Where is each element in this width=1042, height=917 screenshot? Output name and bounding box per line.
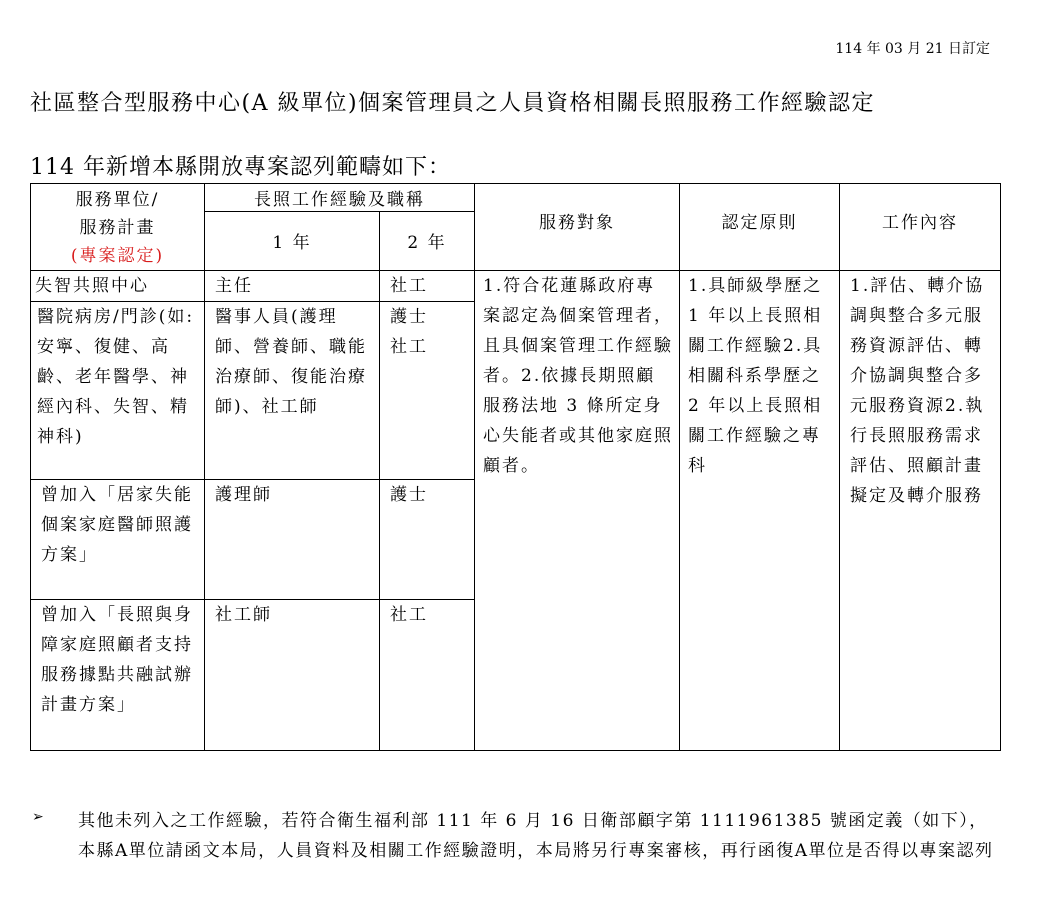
arrow-bullet-icon: ➢ [32,809,46,825]
document-title: 社區整合型服務中心(A 級單位)個案管理員之人員資格相關長照服務工作經驗認定 [30,91,876,116]
table-row [31,271,1001,302]
footnote [32,806,994,866]
work-content-text: 1.評估、轉介協調與整合多元服務資源評估、轉介協調與整合多元服務資源2.執行長照服務需求評估、照顧計畫擬定及轉介服務 [850,276,985,506]
principle-text: 1.具師級學歷之 1 年以上長照相關工作經驗2.具相關科系學歷之 2 年以上長照相關工作經驗之專科 [688,276,823,476]
header-unit-line2: 服務計畫 [79,218,156,238]
year1-cell: 主任 [215,276,253,296]
header-experience: 長照工作經驗及職稱 [205,184,475,212]
year1-cell: 護理師 [215,485,272,505]
year2-cell: 社工 [390,276,428,296]
unit-cell: 曾加入「長照與身障家庭照顧者支持服務據點共融試辦計畫方案」 [41,605,193,715]
unit-cell: 失智共照中心 [35,276,149,296]
footnote-text: 其他未列入之工作經驗，若符合衛生福利部 111 年 6 月 16 日衛部顧字第 1111961385 號函定義（如下），本縣A單位請函文本局，人員資料及相關工作經驗證明，本局將另行專案審核，再行函復A單位是否得以專案認列 [78,811,994,861]
year1-cell: 醫事人員(護理師、營養師、職能治療師、復能治療師)、社工師 [215,307,367,417]
year2-cell-line1: 護士 [390,307,428,327]
header-service-target: 服務對象 [475,184,680,271]
header-principle: 認定原則 [680,184,840,271]
year2-cell: 護士 [390,485,428,505]
header-unit-note: (專案認定) [70,246,165,266]
revised-date: 114 年 03 月 21 日訂定 [835,41,990,57]
service-target-text: 1.符合花蓮縣政府專案認定為個案管理者，且具個案管理工作經驗者。2.依據長期照顧服務法地 3 條所定身心失能者或其他家庭照顧者。 [483,276,673,476]
header-year1: 1 年 [205,211,380,270]
unit-cell: 醫院病房/門診(如:安寧、復健、高齡、老年醫學、神經內科、失智、精神科) [37,307,195,447]
header-unit-line1: 服務單位/ [75,190,160,210]
year2-cell-line2: 社工 [390,337,428,357]
section-subtitle: 114 年新增本縣開放專案認列範疇如下： [30,155,451,180]
eligibility-table [30,183,1001,751]
year2-cell: 社工 [390,605,428,625]
header-work-content: 工作內容 [840,184,1001,271]
year1-cell: 社工師 [215,605,272,625]
header-year2: 2 年 [380,211,475,270]
header-service-unit [31,184,205,271]
unit-cell: 曾加入「居家失能個案家庭醫師照護方案」 [41,485,193,565]
